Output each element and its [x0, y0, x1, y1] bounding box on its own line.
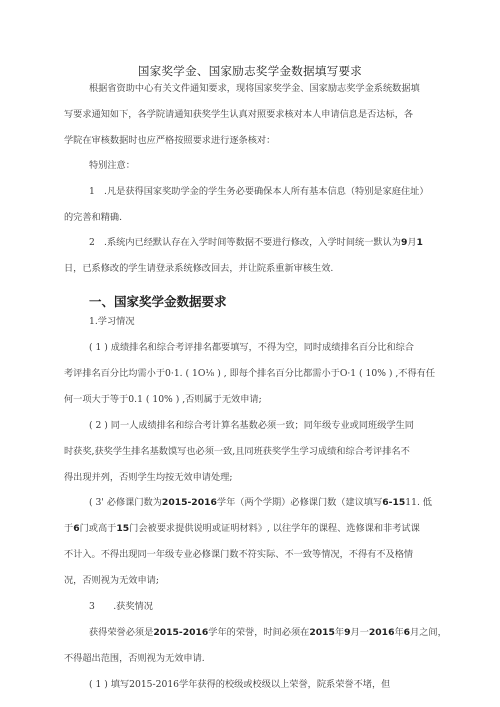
intro-line-1: 根据省资助中心有关文件通知要求，现将国家奖学金、国家励志奖学金系统数据填: [89, 83, 420, 94]
para-3-text-h: 门会被要求提供说明或证明材料》, 以往学年的课程、选修课和非考试课: [129, 523, 420, 534]
notice-label: 特别注意：: [89, 160, 135, 171]
para-3-text-a: ( 3' 必修课门数为: [89, 497, 162, 508]
note-2-day: 1: [416, 237, 423, 248]
para-1-line-1: ( 1 ) 成绩排名和综合考评排名都要填写，不得为空，同时成绩排名百分比和综合: [89, 342, 414, 353]
para-1-line-2: 考评排名百分比均需小于0·1. ( 1O⅛ ) , 即每个排名百分比都需小于O·1 ( 10% ) ,不得有任: [64, 368, 436, 379]
intro-line-3: 学院在审核数据时也应严格按照要求进行逐条核对：: [64, 135, 276, 146]
document-title: 国家奖学金、国家励志奖学金数据填写要求: [137, 64, 363, 78]
note-1-line-2: 的完善和精确.: [64, 212, 123, 223]
note-2-month-unit: 月: [407, 237, 417, 248]
para-4-line-1: [89, 627, 447, 639]
para-3-year: 2015-2016: [161, 497, 217, 508]
para-4-year-unit-2: 年: [394, 627, 404, 638]
para-3-line-1: [89, 497, 432, 509]
para-4-line-2: 不得超出范围，否则视为无效申请.: [64, 653, 205, 664]
para-3-line-4: 况，否则视为无效申请;: [64, 575, 159, 586]
para-2-line-1: ( 2 ) 同一人成绩排名和综合考计算名基数必须一致；同年级专业或同班级学生同: [89, 420, 414, 431]
item-1-heading: 1.学习情况: [89, 316, 135, 327]
section-heading-1: 一、国家奖学金数据要求: [89, 294, 227, 309]
para-3-line-2: [64, 523, 420, 535]
note-2-text: 2 .系统内已经默认存在入学时间等数据不要进行修改，入学时间统一默认为: [89, 237, 401, 248]
para-5-line-1: ( 1 ) 填写2015-2016学年获得的校级或校级以上荣誉，院系荣誉不堵，但: [89, 679, 391, 690]
note-1-line-1: 1 .凡是获得国家奖助学金的学生务必要确保本人所有基本信息（特别是家庭住址）: [89, 186, 429, 197]
para-4-year-unit-1: 年: [334, 627, 345, 638]
para-4-text-a: 获得荣誉必须是: [89, 627, 154, 638]
para-2-line-2: 时获奖,获奖学生排名基数馍写也必须一致,且同班获奖学生学习成绩和综合考评排名不: [64, 446, 410, 457]
para-3-range: 6-15: [382, 497, 406, 508]
para-4-year: 2015-2016: [153, 627, 209, 638]
para-3-text-e: 11. 低: [405, 497, 432, 508]
para-4-start-year: 2015: [309, 627, 335, 638]
para-3-max: 15: [116, 523, 130, 534]
item-3-heading: 3 .获奖情况: [89, 601, 153, 612]
para-3-text-c: 学年（两个学期）必修课门数（建议填写: [216, 497, 383, 508]
para-3-line-3: 不计入。不得出现同一年级专业必修课门数不符实际、不一致等情况，不得有不及格情: [64, 549, 414, 560]
para-4-text-c: 学年的荣誉，时间必须在: [208, 627, 310, 638]
para-4-start-month: 9: [344, 627, 351, 638]
para-2-line-3: 得出现并列，否则学生均按无效申请处理;: [64, 472, 233, 483]
para-3-min: 6: [73, 523, 80, 534]
para-4-month-unit-1: 月一: [350, 627, 369, 638]
para-4-end-year: 2016: [368, 627, 395, 638]
para-3-text-f: 于: [64, 523, 74, 534]
note-2-line-2: 日，已系修改的学生请登录系统修改回去，并让院系重新审核生效.: [64, 263, 334, 274]
para-3-text-g: 门或高于: [79, 523, 117, 534]
note-2-line-1: [89, 237, 423, 249]
para-4-end-month: 6: [403, 627, 411, 638]
para-1-line-3: 何一项大于等于0.1 ( 10% ) ,否则属于无效申请;: [64, 394, 262, 405]
intro-line-2: 写要求通知如下，各学院请通知获奖学生认真对照要求核对本人申请信息是否达标，各: [64, 109, 414, 120]
para-4-month-unit-2: 月之间，: [410, 627, 447, 638]
note-2-month: 9: [400, 237, 408, 248]
